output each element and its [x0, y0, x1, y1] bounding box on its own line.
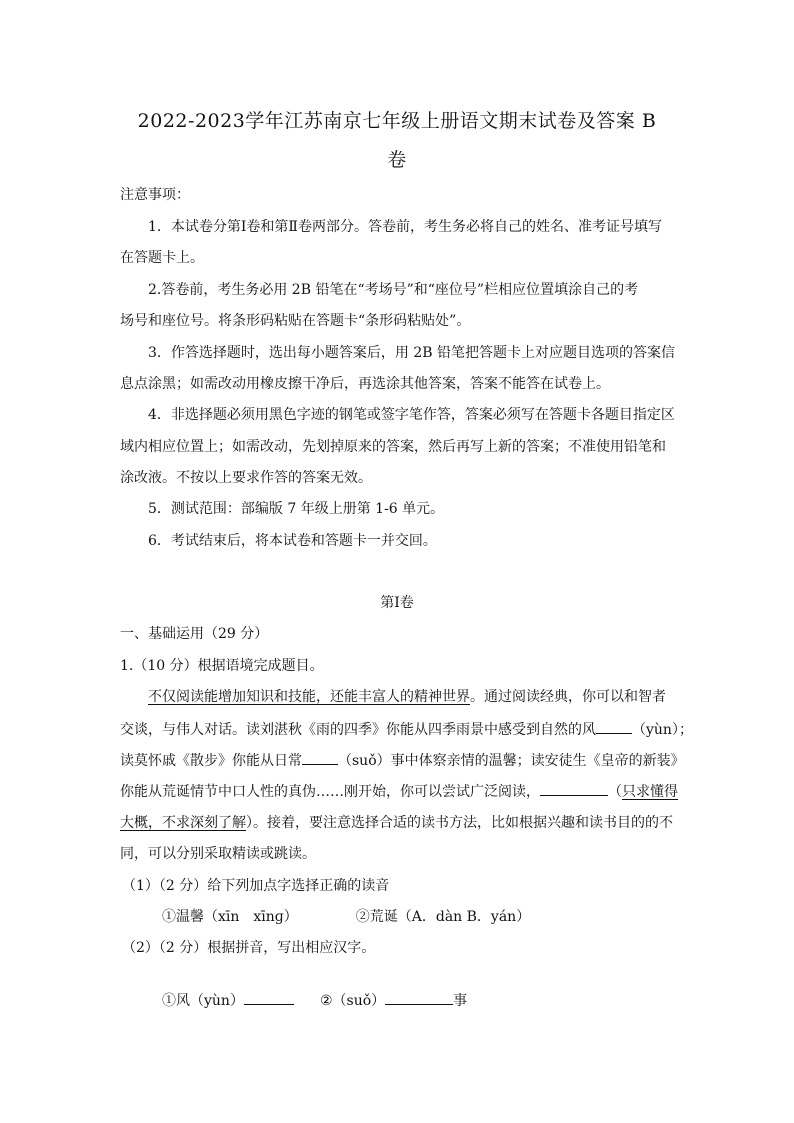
answer-blank-suo-2[interactable] [385, 990, 453, 1005]
notice-item-6: 6．考试结束后，将本试卷和答题卡一并交回。 [148, 533, 437, 549]
notice-item-2-cont: 场号和座位号。将条形码粘贴在答题卡“条形码粘贴处”。 [120, 313, 471, 329]
passage-text: 交谈，与伟人对话。读刘湛秋《雨的四季》你能从四季雨景中感受到自然的风 [120, 722, 596, 738]
passage-text: 你能从荒诞情节中口人性的真伪……刚开始，你可以尝试广泛阅读， [120, 784, 540, 800]
subquestion-2: （2）（2 分）根据拼音，写出相应汉字。 [122, 940, 376, 956]
underlined-phrase: 只求懂得 [622, 784, 678, 800]
notice-item-3: 3．作答选择题时，选出每小题答案后，用 2B 铅笔把答题卡上对应题目选项的答案信 [148, 345, 676, 361]
part-heading: 第Ⅰ卷 [380, 595, 414, 611]
underlined-sentence: 不仅阅读能增加知识和技能，还能丰富人的精神世界 [148, 689, 470, 705]
answer-blank-idiom[interactable] [540, 781, 608, 796]
doc-title-line1: 2022-2023学年江苏南京七年级上册语文期末试卷及答案 B [137, 110, 657, 132]
answer-blank-yun-2[interactable] [244, 990, 294, 1005]
notice-item-4-cont: 域内相应位置上；如需改动，先划掉原来的答案，然后再写上新的答案；不准使用铅笔和 [120, 439, 666, 455]
doc-title-line2: 卷 [387, 149, 407, 171]
notice-item-1-cont: 在答题卡上。 [120, 250, 204, 266]
passage-text: 读莫怀戚《散步》你能从日常 [120, 753, 302, 769]
subquestion-1: （1）（2 分）给下列加点字选择正确的读音 [122, 878, 390, 894]
notice-heading: 注意事项： [120, 187, 190, 203]
notice-item-4-cont2: 涂改液。不按以上要求作答的答案无效。 [120, 470, 372, 486]
subquestion-2-blanks [162, 990, 467, 1011]
passage-text: ）。接着，要注意选择合适的读书方法，比如根据兴趣和读书目的的不 [246, 815, 673, 831]
answer-blank-suo[interactable] [302, 750, 338, 765]
passage-text: （ [608, 784, 622, 800]
passage-line-4 [120, 781, 678, 802]
notice-item-2: 2.答卷前，考生务必用 2B 铅笔在“考场号”和“座位号”栏相应位置填涂自己的考 [148, 282, 639, 298]
passage-line-6: 同，可以分别采取精读或跳读。 [120, 846, 316, 862]
passage-line-1 [148, 687, 666, 707]
blank-label-yun: ①风（yùn） [162, 993, 244, 1009]
passage-line-2 [120, 719, 693, 740]
passage-text: （yùn）； [632, 722, 693, 738]
subquestion-1-options [162, 907, 530, 927]
notice-item-5: 5．测试范围：部编版 7 年级上册第 1-6 单元。 [148, 501, 445, 517]
notice-item-1: 1．本试卷分第Ⅰ卷和第Ⅱ卷两部分。答卷前，考生务必将自己的姓名、准考证号填写 [148, 219, 662, 235]
option-huangdan: ②荒诞（A．dàn B．yán） [355, 909, 531, 925]
blank-label-suo: ②（suǒ） [319, 993, 386, 1009]
notice-item-3-cont: 息点涂黑；如需改动用橡皮擦干净后，再选涂其他答案，答案不能答在试卷上。 [120, 376, 610, 392]
option-wenxin: ①温馨（xīn xīnɡ） [162, 909, 298, 925]
passage-line-5 [120, 813, 673, 833]
passage-text: 事 [453, 993, 468, 1009]
section-heading: 一、基础运用（29 分） [120, 626, 269, 642]
underlined-phrase: 大概，不求深刻了解 [120, 815, 246, 831]
passage-text: 。通过阅读经典，你可以和智者 [470, 689, 666, 705]
answer-blank-yun[interactable] [596, 719, 632, 734]
question-1: 1.（10 分）根据语境完成题目。 [120, 658, 324, 674]
passage-text: （suǒ）事中体察亲情的温馨；读安徒生《皇帝的新装》 [338, 753, 685, 769]
notice-item-4: 4．非选择题必须用黑色字迹的钢笔或签字笔作答，答案必须写在答题卡各题目指定区 [148, 407, 675, 423]
passage-line-3 [120, 750, 685, 771]
